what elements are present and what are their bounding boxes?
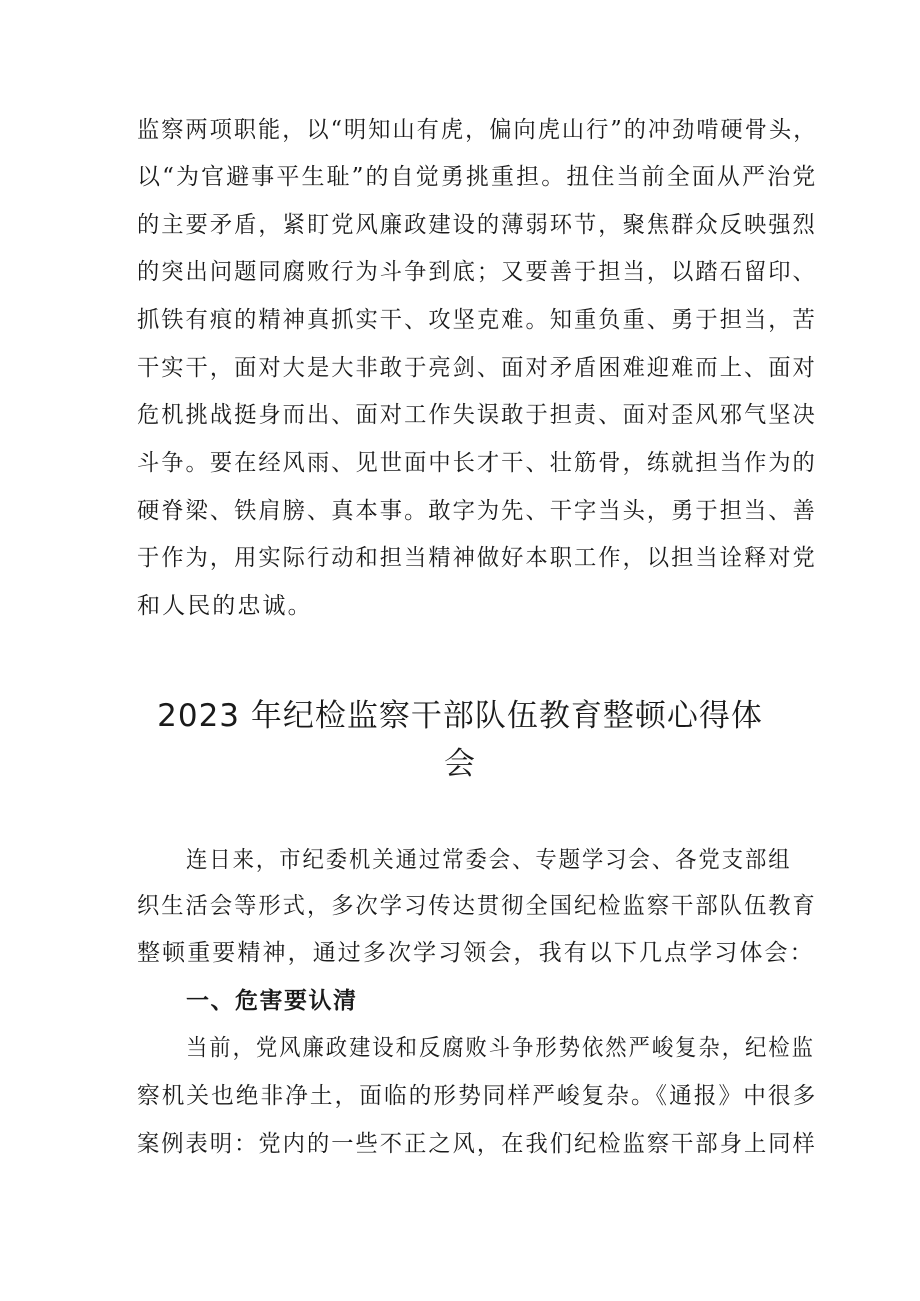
paragraph-line: 于作为，用实际行动和担当精神做好本职工作，以担当诠释对党 (137, 545, 817, 571)
paragraph-line: 的突出问题同腐败行为斗争到底；又要善于担当，以踏石留印、 (137, 259, 817, 285)
article-title: 2023 年纪检监察干部队伍教育整顿心得体 (157, 698, 763, 734)
paragraph-line: 以“为官避事平生耻”的自觉勇挑重担。扭住当前全面从严治党 (137, 164, 818, 190)
paragraph-line: 斗争。要在经风雨、见世面中长才干、壮筋骨，练就担当作为的 (137, 450, 817, 476)
paragraph-line: 监察两项职能，以“明知山有虎，偏向虎山行”的冲劲啃硬骨头， (137, 117, 818, 143)
section-line: 察机关也绝非净土，面临的形势同样严峻复杂。《通报》中很多 (137, 1083, 818, 1109)
paragraph-line: 硬脊梁、铁肩膀、真本事。敢字为先、干字当头，勇于担当、善 (137, 498, 817, 524)
paragraph-line: 抓铁有痕的精神真抓实干、攻坚克难。知重负重、勇于担当，苦 (137, 307, 817, 333)
intro-line: 织生活会等形式，多次学习传达贯彻全国纪检监察干部队伍教育 (137, 893, 817, 919)
intro-line: 整顿重要精神，通过多次学习领会，我有以下几点学习体会： (137, 940, 815, 966)
section-line: 案例表明：党内的一些不正之风，在我们纪检监察干部身上同样 (137, 1131, 817, 1157)
section-heading: 一、危害要认清 (186, 988, 358, 1014)
paragraph-line: 危机挑战挺身而出、面对工作失误敢于担责、面对歪风邪气坚决 (137, 402, 817, 428)
paragraph-line: 干实干，面对大是大非敢于亮剑、面对矛盾困难迎难而上、面对 (137, 355, 817, 381)
paragraph-line: 和人民的忠诚。 (137, 593, 313, 619)
section-line: 当前，党风廉政建设和反腐败斗争形势依然严峻复杂，纪检监 (186, 1035, 815, 1061)
article-title-continued: 会 (444, 746, 476, 782)
paragraph-line: 的主要矛盾，紧盯党风廉政建设的薄弱环节，聚焦群众反映强烈 (137, 212, 817, 238)
intro-line: 连日来，市纪委机关通过常委会、专题学习会、各党支部组 (186, 847, 792, 873)
